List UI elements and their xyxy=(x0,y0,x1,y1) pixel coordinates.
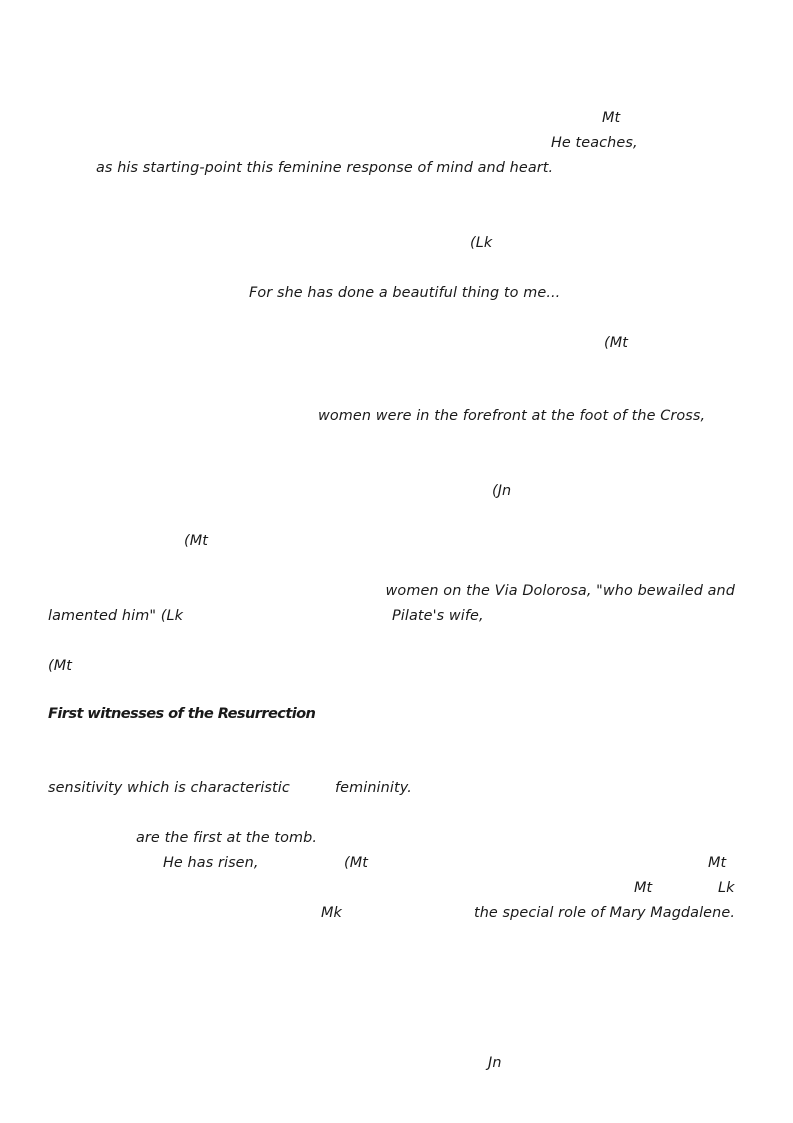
section-heading: First witnesses of the Resurrection xyxy=(48,705,316,722)
text-fragment: sensitivity which is characteristic xyxy=(48,780,290,796)
citation-mk: Mk xyxy=(321,905,342,921)
citation-mt: Mt xyxy=(602,110,621,126)
citation-lk: Lk xyxy=(718,880,735,896)
citation-mt: (Mt xyxy=(344,855,368,871)
citation-mt: (Mt xyxy=(184,533,208,549)
citation-jn: Jn xyxy=(488,1055,502,1071)
text-fragment: He has risen, xyxy=(163,855,259,871)
text-fragment: For she has done a beautiful thing to me... xyxy=(249,285,561,301)
citation-mt: Mt xyxy=(708,855,727,871)
text-fragment: women on the Via Dolorosa, "who bewailed and xyxy=(385,583,735,599)
citation-mt: (Mt xyxy=(48,658,72,674)
text-fragment: the special role of Mary Magdalene. xyxy=(473,905,735,921)
citation-lk: (Lk xyxy=(470,235,493,251)
text-fragment: lamented him" (Lk xyxy=(48,608,184,624)
text-fragment: as his starting-point this feminine response of mind and heart. xyxy=(96,160,554,176)
text-fragment: femininity. xyxy=(335,780,412,796)
citation-mt: Mt xyxy=(634,880,653,896)
citation-jn: (Jn xyxy=(492,483,512,499)
text-fragment: women were in the forefront at the foot of the Cross, xyxy=(318,408,706,424)
text-fragment: He teaches, xyxy=(551,135,638,151)
text-fragment: are the first at the tomb. xyxy=(136,830,318,846)
citation-mt: (Mt xyxy=(604,335,628,351)
text-fragment: Pilate's wife, xyxy=(392,608,484,624)
